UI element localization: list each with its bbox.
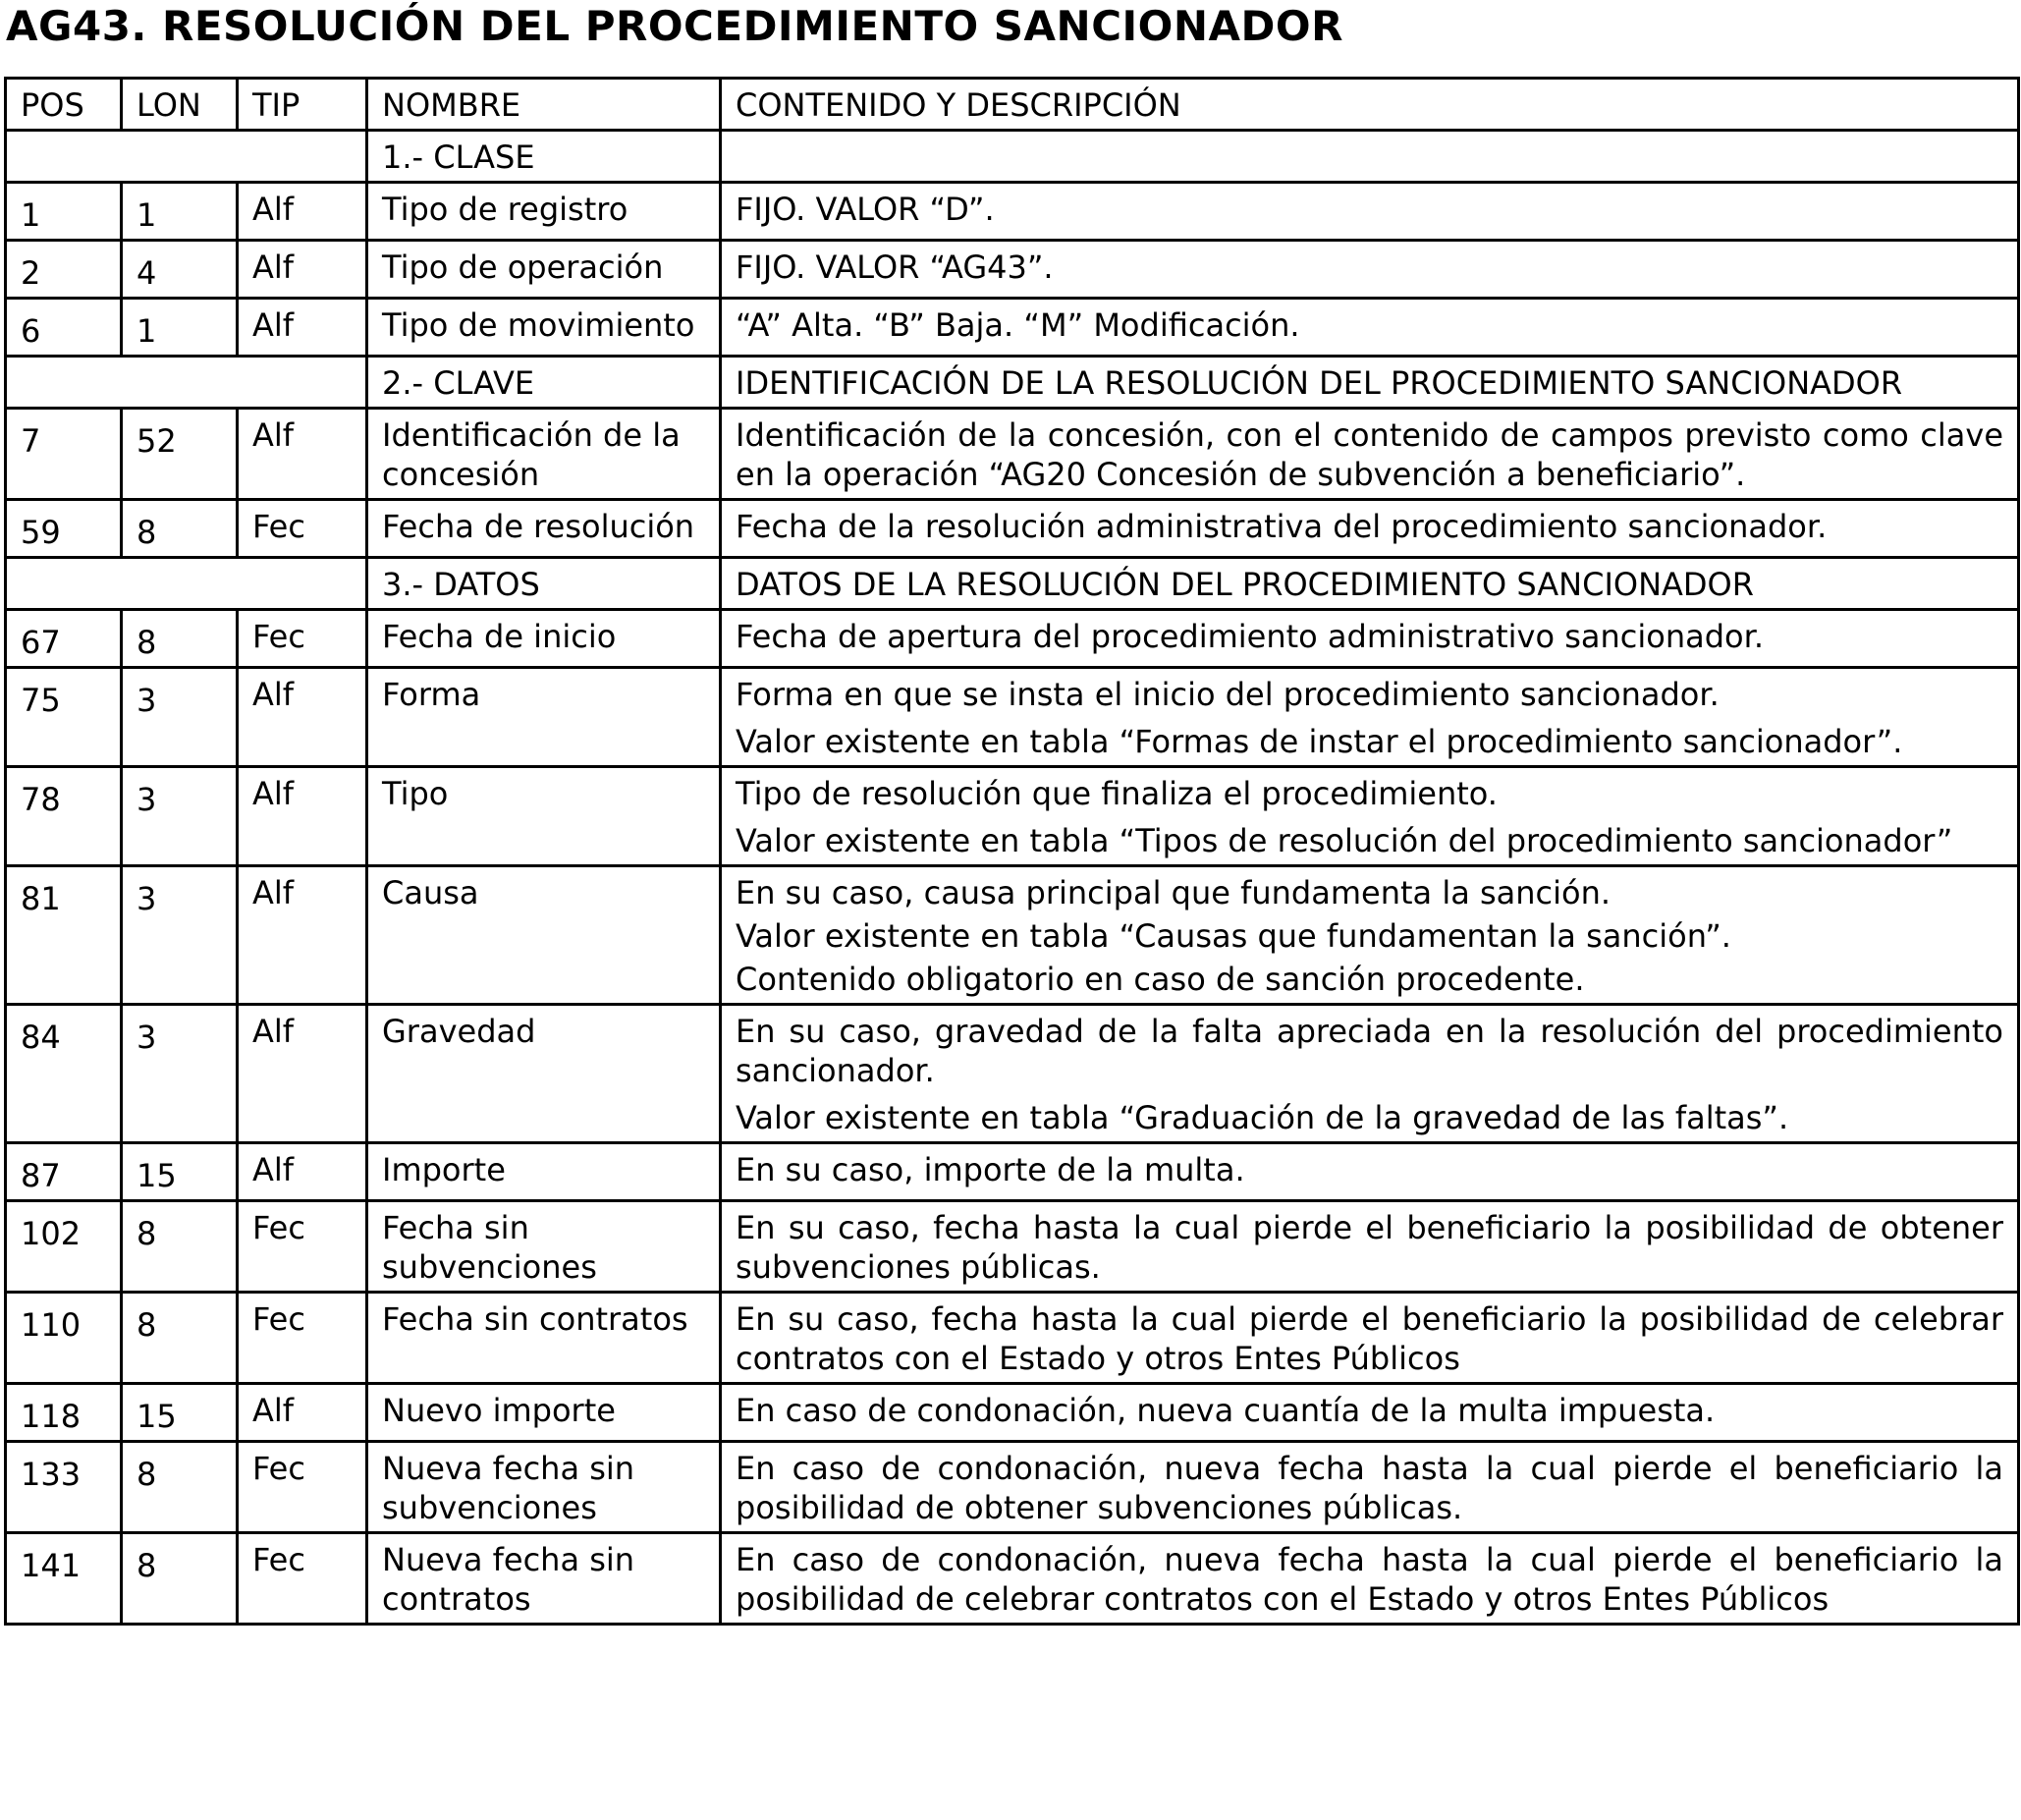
- cell-descripcion: [721, 1533, 2019, 1625]
- section-name-cell: 1.- CLASE: [367, 131, 721, 183]
- cell-pos: 59: [6, 500, 122, 558]
- cell-nombre: Nueva fecha sin subvenciones: [367, 1442, 721, 1533]
- cell-pos: 102: [6, 1201, 122, 1293]
- table-row: [6, 1442, 2019, 1533]
- cell-lon: 4: [122, 241, 238, 299]
- cell-pos: 118: [6, 1384, 122, 1442]
- cell-descripcion: [721, 500, 2019, 558]
- cell-lon: 15: [122, 1384, 238, 1442]
- cell-descripcion: [721, 866, 2019, 1005]
- description-paragraph: En caso de condonación, nueva fecha hasta la cual pierde el beneficiario la posibilidad de obtener subvenciones públicas.: [736, 1450, 2003, 1526]
- cell-lon: 3: [122, 668, 238, 767]
- cell-descripcion: [721, 1143, 2019, 1201]
- cell-descripcion: [721, 767, 2019, 866]
- cell-descripcion: [721, 409, 2019, 500]
- section-description-cell: [721, 558, 2019, 610]
- header-nombre: NOMBRE: [367, 79, 721, 131]
- cell-tip: Alf: [238, 866, 367, 1005]
- cell-pos: 75: [6, 668, 122, 767]
- header-descripcion: CONTENIDO Y DESCRIPCIÓN: [721, 79, 2019, 131]
- cell-tip: Fec: [238, 1533, 367, 1625]
- cell-tip: Alf: [238, 1143, 367, 1201]
- page-title: AG43. RESOLUCIÓN DEL PROCEDIMIENTO SANCIONADOR: [6, 2, 1343, 50]
- cell-descripcion: [721, 610, 2019, 668]
- table-body: [6, 131, 2019, 1625]
- cell-tip: Alf: [238, 299, 367, 357]
- section-blank-cell: [6, 131, 367, 183]
- cell-lon: 1: [122, 183, 238, 241]
- table-row: [6, 500, 2019, 558]
- cell-nombre: Nueva fecha sin contratos: [367, 1533, 721, 1625]
- table-row: [6, 610, 2019, 668]
- cell-nombre: Importe: [367, 1143, 721, 1201]
- description-paragraph: Fecha de la resolución administrativa del procedimiento sancionador.: [736, 508, 1828, 545]
- cell-pos: 2: [6, 241, 122, 299]
- cell-pos: 81: [6, 866, 122, 1005]
- section-name-cell: 2.- CLAVE: [367, 357, 721, 409]
- cell-lon: 3: [122, 1005, 238, 1143]
- description-paragraph: En su caso, gravedad de la falta apreciada en la resolución del procedimiento sancionador.: [736, 1013, 2003, 1089]
- table-row: [6, 668, 2019, 767]
- cell-tip: Alf: [238, 183, 367, 241]
- table-row: [6, 866, 2019, 1005]
- cell-pos: 7: [6, 409, 122, 500]
- cell-tip: Alf: [238, 668, 367, 767]
- cell-tip: Alf: [238, 1384, 367, 1442]
- table-section-row: [6, 558, 2019, 610]
- cell-lon: 8: [122, 1533, 238, 1625]
- record-layout-table: [4, 77, 2020, 1626]
- cell-tip: Alf: [238, 241, 367, 299]
- cell-nombre: Causa: [367, 866, 721, 1005]
- section-description-cell: [721, 357, 2019, 409]
- cell-lon: 8: [122, 500, 238, 558]
- description-paragraph: Valor existente en tabla “Graduación de la gravedad de las faltas”.: [736, 1099, 1789, 1136]
- cell-lon: 8: [122, 1442, 238, 1533]
- description-paragraph: Valor existente en tabla “Causas que fundamentan la sanción”.: [736, 917, 1731, 955]
- cell-descripcion: [721, 183, 2019, 241]
- cell-pos: 110: [6, 1293, 122, 1384]
- table-header-row: [6, 79, 2019, 131]
- description-paragraph: En su caso, fecha hasta la cual pierde el beneficiario la posibilidad de obtener subvenciones públicas.: [736, 1209, 2003, 1286]
- cell-pos: 141: [6, 1533, 122, 1625]
- cell-tip: Fec: [238, 1442, 367, 1533]
- cell-nombre: Identificación de la concesión: [367, 409, 721, 500]
- header-lon: LON: [122, 79, 238, 131]
- table-row: [6, 299, 2019, 357]
- description-paragraph: Valor existente en tabla “Formas de instar el procedimiento sancionador”.: [736, 723, 1903, 760]
- cell-nombre: Tipo: [367, 767, 721, 866]
- cell-tip: Alf: [238, 1005, 367, 1143]
- description-paragraph: En caso de condonación, nueva fecha hasta la cual pierde el beneficiario la posibilidad de celebrar contratos con el Estado y otros Entes Públicos: [736, 1541, 2003, 1618]
- description-paragraph: IDENTIFICACIÓN DE LA RESOLUCIÓN DEL PROCEDIMIENTO SANCIONADOR: [736, 364, 1903, 402]
- cell-pos: 78: [6, 767, 122, 866]
- cell-pos: 84: [6, 1005, 122, 1143]
- cell-nombre: Tipo de movimiento: [367, 299, 721, 357]
- cell-pos: 6: [6, 299, 122, 357]
- description-paragraph: Forma en que se insta el inicio del procedimiento sancionador.: [736, 676, 1720, 713]
- table-row: [6, 409, 2019, 500]
- table-row: [6, 183, 2019, 241]
- cell-descripcion: [721, 1005, 2019, 1143]
- cell-descripcion: [721, 1293, 2019, 1384]
- cell-nombre: Nuevo importe: [367, 1384, 721, 1442]
- table-section-row: [6, 131, 2019, 183]
- cell-nombre: Fecha de resolución: [367, 500, 721, 558]
- description-paragraph: Identificación de la concesión, con el contenido de campos previsto como clave en la operación “AG20 Concesión de subvención a beneficiario”.: [736, 416, 2003, 493]
- cell-tip: Fec: [238, 610, 367, 668]
- table-row: [6, 241, 2019, 299]
- table-row: [6, 1143, 2019, 1201]
- cell-tip: Fec: [238, 500, 367, 558]
- cell-nombre: Tipo de registro: [367, 183, 721, 241]
- section-description-cell: [721, 131, 2019, 183]
- table-row: [6, 1533, 2019, 1625]
- table-section-row: [6, 357, 2019, 409]
- description-paragraph: En su caso, importe de la multa.: [736, 1151, 1245, 1188]
- cell-nombre: Fecha sin subvenciones: [367, 1201, 721, 1293]
- cell-lon: 52: [122, 409, 238, 500]
- description-paragraph: Tipo de resolución que finaliza el procedimiento.: [736, 775, 1498, 812]
- description-paragraph: Contenido obligatorio en caso de sanción procedente.: [736, 961, 1585, 998]
- header-pos: POS: [6, 79, 122, 131]
- section-blank-cell: [6, 357, 367, 409]
- description-paragraph: En su caso, causa principal que fundamenta la sanción.: [736, 874, 1611, 911]
- table-row: [6, 1293, 2019, 1384]
- cell-descripcion: [721, 241, 2019, 299]
- cell-nombre: Fecha de inicio: [367, 610, 721, 668]
- cell-nombre: Gravedad: [367, 1005, 721, 1143]
- cell-tip: Fec: [238, 1201, 367, 1293]
- cell-pos: 87: [6, 1143, 122, 1201]
- cell-tip: Alf: [238, 767, 367, 866]
- header-tip: TIP: [238, 79, 367, 131]
- description-paragraph: DATOS DE LA RESOLUCIÓN DEL PROCEDIMIENTO SANCIONADOR: [736, 566, 1754, 603]
- description-paragraph: “A” Alta. “B” Baja. “M” Modificación.: [736, 306, 1300, 344]
- table-row: [6, 1201, 2019, 1293]
- cell-lon: 8: [122, 1201, 238, 1293]
- cell-lon: 1: [122, 299, 238, 357]
- cell-descripcion: [721, 668, 2019, 767]
- cell-descripcion: [721, 1201, 2019, 1293]
- cell-pos: 1: [6, 183, 122, 241]
- cell-lon: 15: [122, 1143, 238, 1201]
- description-paragraph: Valor existente en tabla “Tipos de resolución del procedimiento sancionador”: [736, 822, 1953, 859]
- cell-nombre: Fecha sin contratos: [367, 1293, 721, 1384]
- description-paragraph: En su caso, fecha hasta la cual pierde el beneficiario la posibilidad de celebrar contratos con el Estado y otros Entes Públicos: [736, 1300, 2003, 1377]
- description-paragraph: FIJO. VALOR “D”.: [736, 191, 995, 228]
- table-row: [6, 1005, 2019, 1143]
- cell-pos: 133: [6, 1442, 122, 1533]
- table-row: [6, 1384, 2019, 1442]
- cell-descripcion: [721, 1384, 2019, 1442]
- cell-lon: 3: [122, 767, 238, 866]
- cell-pos: 67: [6, 610, 122, 668]
- cell-nombre: Forma: [367, 668, 721, 767]
- description-paragraph: En caso de condonación, nueva cuantía de la multa impuesta.: [736, 1392, 1716, 1429]
- cell-tip: Fec: [238, 1293, 367, 1384]
- cell-descripcion: [721, 299, 2019, 357]
- cell-lon: 3: [122, 866, 238, 1005]
- cell-nombre: Tipo de operación: [367, 241, 721, 299]
- cell-lon: 8: [122, 610, 238, 668]
- section-name-cell: 3.- DATOS: [367, 558, 721, 610]
- cell-tip: Alf: [238, 409, 367, 500]
- cell-descripcion: [721, 1442, 2019, 1533]
- section-blank-cell: [6, 558, 367, 610]
- description-paragraph: FIJO. VALOR “AG43”.: [736, 248, 1054, 286]
- description-paragraph: Fecha de apertura del procedimiento administrativo sancionador.: [736, 618, 1764, 655]
- cell-lon: 8: [122, 1293, 238, 1384]
- table-row: [6, 767, 2019, 866]
